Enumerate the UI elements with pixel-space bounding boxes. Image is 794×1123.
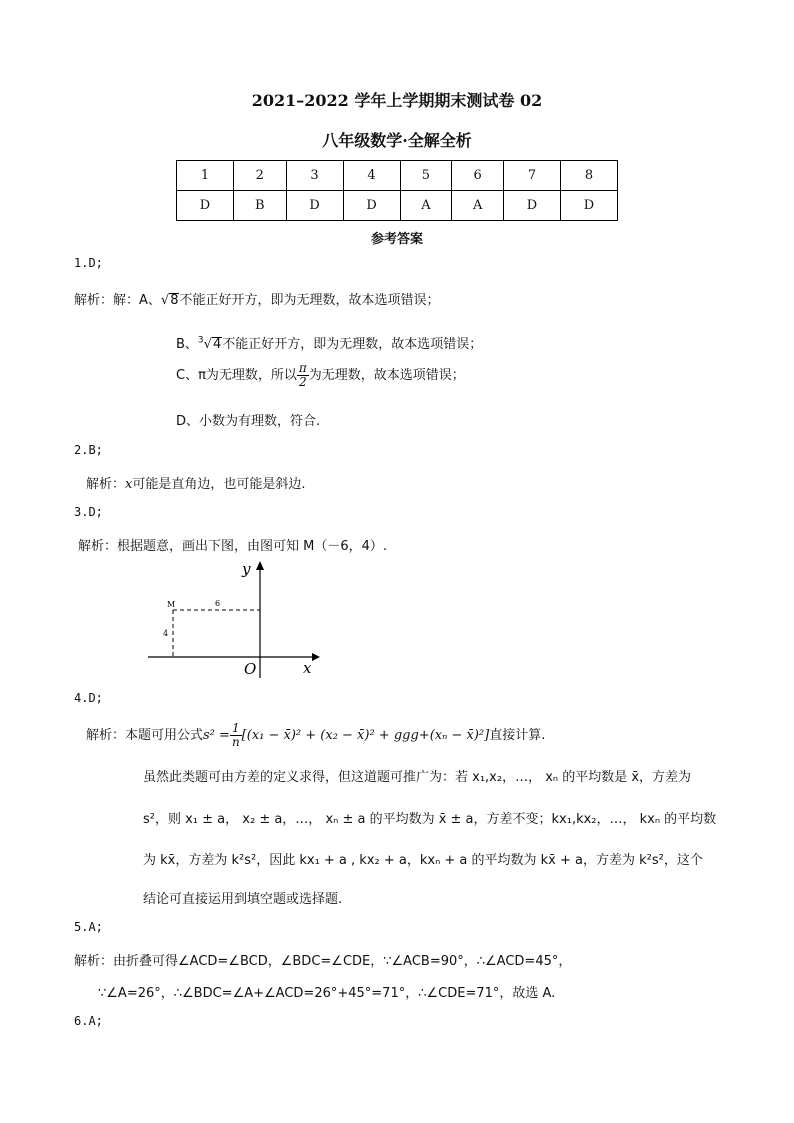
answer-cell: D	[343, 191, 400, 221]
q2-explanation	[86, 473, 306, 492]
fraction-denominator: 2	[299, 375, 307, 389]
q2-prefix: 解析：	[86, 477, 126, 492]
q4-suffix: 直接计算.	[489, 728, 546, 743]
fraction-numerator: π	[298, 361, 307, 375]
q4-line-3: 为 kx̄，方差为 k²s²，因此 kx₁ + a , kx₂ + a，kxₙ + a 的平均数为 kx̄ + a，方差为 k²s²，这个	[143, 853, 703, 868]
fraction-denominator: n	[231, 735, 240, 749]
q2-variable: x	[125, 477, 133, 492]
q1-option-c	[176, 362, 465, 389]
answer-cell: D	[177, 191, 234, 221]
q1-a-radicand: 8	[170, 293, 179, 308]
question-number-cell: 6	[452, 161, 504, 191]
y-axis-label: y	[242, 560, 251, 578]
q4-formula-rhs: [(x₁ − x̄)² + (x₂ − x̄)² + ggg+(xₙ − x̄)²]	[241, 728, 490, 743]
q1-b-prefix: B、	[176, 337, 198, 352]
document-title: 2021–2022 学年上学期期末测试卷 02	[251, 91, 543, 110]
coordinate-figure	[140, 558, 330, 686]
q1-label: 1.D;	[74, 256, 103, 270]
q4-prefix: 解析：本题可用公式	[86, 728, 204, 743]
q1-c-text: 为无理数，故本选项错误；	[308, 368, 465, 383]
question-number-cell: 2	[233, 161, 286, 191]
answer-cell: D	[286, 191, 343, 221]
point-m-label: M	[167, 600, 176, 609]
q5-line-1: 解析：由折叠可得∠ACD=∠BCD，∠BDC=∠CDE，∵∠ACB=90°，∴∠ACD=45°，	[74, 954, 572, 969]
q4-formula-lhs: s² =	[203, 728, 230, 743]
q2-label: 2.B;	[74, 443, 103, 457]
answer-cell: A	[400, 191, 452, 221]
question-number-cell: 3	[286, 161, 343, 191]
q4-formula-line	[86, 722, 545, 749]
q1-b-text: 不能正好开方，即为无理数，故本选项错误；	[222, 337, 483, 352]
q4-label: 4.D;	[74, 691, 103, 705]
answer-table	[176, 160, 618, 221]
sqrt-sign: √	[160, 293, 170, 308]
q4-line-4: 结论可直接运用到填空题或选择题.	[143, 892, 343, 907]
question-number-cell: 4	[343, 161, 400, 191]
q4-line-2: s²，则 x₁ ± a， x₂ ± a，…， xₙ ± a 的平均数为 x̄ ± a，方差不变；kx₁,kx₂，…， kxₙ 的平均数	[143, 812, 717, 827]
vertical-distance-label: 4	[163, 629, 169, 638]
q3-label: 3.D;	[74, 505, 103, 519]
sqrt-sign: √	[203, 337, 212, 352]
answer-cell: B	[233, 191, 286, 221]
x-axis-label: x	[303, 659, 312, 677]
q6-label: 6.A;	[74, 1014, 103, 1028]
answer-table-number-row	[177, 161, 618, 191]
question-number-cell: 5	[400, 161, 452, 191]
answer-table-answer-row	[177, 191, 618, 221]
q1-c-prefix: C、π为无理数，所以	[176, 368, 297, 383]
q4-line-1: 虽然此类题可由方差的定义求得，但这道题可推广为：若 x₁,x₂，…， xₙ 的平均数是 x̄，方差为	[143, 770, 692, 785]
q1-a-text: 不能正好开方，即为无理数，故本选项错误；	[179, 293, 440, 308]
q5-line-2: ∵∠A=26°，∴∠BDC=∠A+∠ACD=26°+45°=71°，∴∠CDE=71°，故选 A.	[98, 986, 556, 1001]
question-number-cell: 7	[504, 161, 561, 191]
q1-intro: 解析：解：A、	[74, 293, 161, 308]
answer-caption: 参考答案	[370, 232, 423, 247]
q1-b-root-index: 3	[197, 335, 204, 346]
q2-text: 可能是直角边，也可能是斜边.	[132, 477, 306, 492]
q1-c-fraction	[297, 362, 309, 389]
answer-cell: D	[560, 191, 617, 221]
q4-fraction	[230, 722, 242, 749]
q1-option-d: D、小数为有理数，符合.	[176, 414, 321, 429]
horizontal-distance-label: 6	[215, 599, 221, 608]
q1-option-b	[176, 333, 482, 352]
q5-label: 5.A;	[74, 920, 103, 934]
y-axis-arrow-icon	[256, 561, 264, 570]
question-number-cell: 8	[560, 161, 617, 191]
x-axis-arrow-icon	[312, 653, 320, 661]
question-number-cell: 1	[177, 161, 234, 191]
origin-label: O	[244, 660, 257, 678]
q3-explanation: 解析：根据题意，画出下图，由图可知 M（－6，4）.	[78, 539, 388, 554]
answer-cell: D	[504, 191, 561, 221]
document-subtitle: 八年级数学·全解全析	[322, 131, 472, 150]
q1-b-radicand: 4	[212, 337, 222, 352]
q1-option-a	[74, 289, 440, 308]
fraction-numerator: 1	[230, 722, 242, 736]
answer-cell: A	[452, 191, 504, 221]
